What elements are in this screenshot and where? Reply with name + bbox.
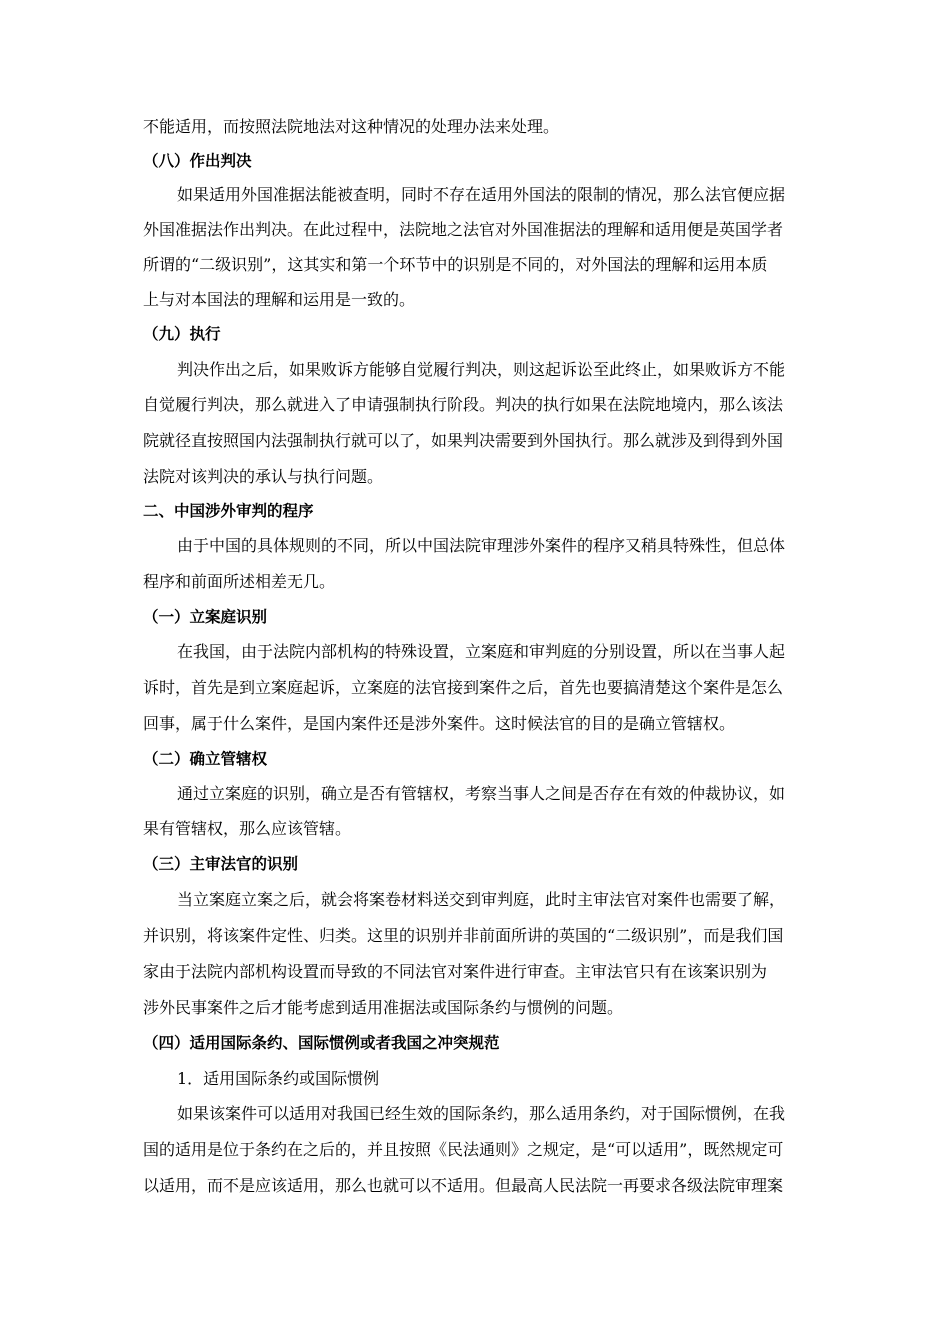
- paragraph-first-line: 如果适用外国准据法能被查明，同时不存在适用外国法的限制的情况，那么法官便应据: [177, 185, 786, 204]
- body-text-line: 涉外民事案件之后才能考虑到适用准据法或国际条约与惯例的问题。: [143, 998, 624, 1017]
- section-heading: （三）主审法官的识别: [143, 855, 299, 873]
- section-heading: （二）确立管辖权: [143, 750, 268, 768]
- chapter-heading: 二、中国涉外审判的程序: [143, 502, 314, 520]
- body-text-line: 并识别，将该案件定性、归类。这里的识别并非前面所讲的英国的“二级识别”，而是我们国: [143, 926, 784, 945]
- paragraph-first-line: 在我国，由于法院内部机构的特殊设置，立案庭和审判庭的分别设置，所以在当事人起: [177, 642, 786, 661]
- body-text-line: 院就径直按照国内法强制执行就可以了，如果判决需要到外国执行。那么就涉及到得到外国: [143, 431, 784, 450]
- body-text-line: 所谓的“二级识别”，这其实和第一个环节中的识别是不同的，对外国法的理解和运用本质: [143, 255, 768, 274]
- section-heading: （一）立案庭识别: [143, 608, 268, 626]
- body-text-line: 家由于法院内部机构设置而导致的不同法官对案件进行审查。主审法官只有在该案识别为: [143, 962, 768, 981]
- body-text-line: 国的适用是位于条约在之后的，并且按照《民法通则》之规定，是“可以适用”，既然规定可: [143, 1140, 784, 1159]
- section-heading: （八）作出判决: [143, 152, 252, 170]
- body-text-line: 诉时，首先是到立案庭起诉，立案庭的法官接到案件之后，首先也要搞清楚这个案件是怎么: [143, 678, 784, 697]
- paragraph-first-line: 当立案庭立案之后，就会将案卷材料送交到审判庭，此时主审法官对案件也需要了解，: [177, 890, 786, 909]
- section-heading: （九）执行: [143, 325, 221, 343]
- subsection-heading: 1．适用国际条约或国际惯例: [177, 1069, 380, 1088]
- body-text-line: 果有管辖权，那么应该管辖。: [143, 819, 352, 838]
- body-text-line: 法院对该判决的承认与执行问题。: [143, 467, 384, 486]
- body-text-line: 程序和前面所述相差无几。: [143, 572, 336, 591]
- paragraph-first-line: 如果该案件可以适用对我国已经生效的国际条约，那么适用条约，对于国际惯例，在我: [177, 1104, 786, 1123]
- body-text-line: 上与对本国法的理解和运用是一致的。: [143, 290, 416, 309]
- body-text-line: 回事，属于什么案件，是国内案件还是涉外案件。这时候法官的目的是确立管辖权。: [143, 714, 736, 733]
- body-text-line: 以适用，而不是应该适用，那么也就可以不适用。但最高人民法院一再要求各级法院审理案: [143, 1176, 784, 1195]
- paragraph-first-line: 通过立案庭的识别，确立是否有管辖权，考察当事人之间是否存在有效的仲裁协议，如: [177, 784, 786, 803]
- body-text-line: 不能适用，而按照法院地法对这种情况的处理办法来处理。: [143, 117, 560, 136]
- body-text-line: 自觉履行判决，那么就进入了申请强制执行阶段。判决的执行如果在法院地境内，那么该法: [143, 395, 784, 414]
- paragraph-first-line: 由于中国的具体规则的不同，所以中国法院审理涉外案件的程序又稍具特殊性，但总体: [177, 536, 786, 555]
- body-text-line: 外国准据法作出判决。在此过程中，法院地之法官对外国准据法的理解和适用便是英国学者: [143, 220, 784, 239]
- section-heading: （四）适用国际条约、国际惯例或者我国之冲突规范: [143, 1034, 500, 1052]
- paragraph-first-line: 判决作出之后，如果败诉方能够自觉履行判决，则这起诉讼至此终止，如果败诉方不能: [177, 360, 786, 379]
